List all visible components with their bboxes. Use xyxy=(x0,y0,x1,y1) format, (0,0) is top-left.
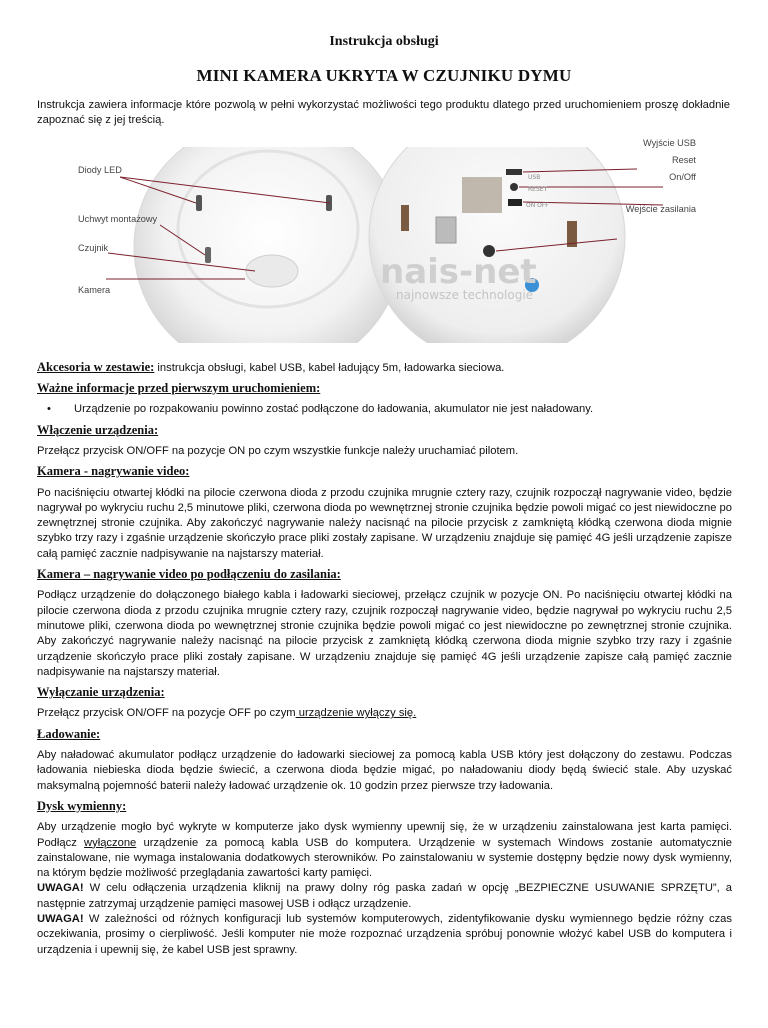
warning-label: UWAGA! xyxy=(37,913,84,926)
important-heading: Ważne informacje przed pierwszym uruchomieniem: xyxy=(37,381,321,396)
warning-label: UWAGA! xyxy=(37,882,84,895)
mounting-clip xyxy=(205,247,211,263)
video-power-text: Podłącz urządzenie do dołączonego białego kabla i ładowarki sieciowej, przełącz czujnik w pozycje ON. Po naciśnięciu otwartej kłódki na pilocie czerwona dioda z przodu czujnika mrugnie cztery razy, czujnik rozpoczął nagrywanie video, będzie nagrywał po wykryciu ruchu 2,5 minutowe pliki, czerwona dioda po wewnętrznej stronie czujnika będzie powoli migać co jest niewidoczne po zewnętrznej stronie czujnika. Aby zakończyć nagrywanie należy nacisnąć na pilocie przycisk z zamkniętą kłódką czerwona dioda mignie szybko trzy razy i zgaśnie urządzenie skończyło prace pliki zostały zapisane. W urządzeniu znajduje się pamięć 4G jeśli urządzenie zapisze całą pamięć zacznie nadpisywanie na najstarszy materiał. xyxy=(37,589,732,678)
marking-onoff: ON OFF xyxy=(526,201,549,209)
removable-heading: Dysk wymienny: xyxy=(37,798,127,813)
document-body xyxy=(37,360,732,958)
label-led: Diody LED xyxy=(78,164,122,175)
watermark: nais-net xyxy=(380,251,537,292)
section-power-on xyxy=(37,423,732,460)
bullet-dot: • xyxy=(47,403,51,416)
detector-front xyxy=(134,147,402,343)
section-video xyxy=(37,464,732,562)
label-onoff: On/Off xyxy=(669,171,696,182)
document-page xyxy=(0,34,768,1028)
reset-button xyxy=(510,183,518,191)
label-camera: Kamera xyxy=(78,284,111,295)
document-title: MINI KAMERA UKRYTA W CZUJNIKU DYMU xyxy=(196,66,572,85)
accessories-text: instrukcja obsługi, kabel USB, kabel ładujący 5m, ładowarka sieciowa. xyxy=(154,361,505,374)
power-on-heading: Włączenie urządzenia: xyxy=(37,422,159,437)
label-power-input: Wejście zasilania xyxy=(625,203,696,214)
removable-text: Aby urządzenie mogło być wykryte w komputerze jako dysk wymienny upewnij się, że w urządzeniu zainstalowana jest karta pamięci. Podłącz wyłączone urządzenie za pomocą kabla USB do komputera. Urządzenie w systemach Windows zostanie automatycznie zainstalowane, nie wymaga instalowania dodatkowych sterowników. Po zainstalowaniu w systemie dostępny będzie nowy dysk wymienny, na którym będzie możliwość przeglądania zawartości karty pamięci. UWAGA! W celu odłączenia urządzenia kliknij na prawy dolny róg paska zadań w opcję „BEZPIECZNE USUWANIE SPRZĘTU”, a następnie zatrzymaj urządzenie pamięci masowej USB i odłącz urządzenie. UWAGA! W zależności od różnych konfiguracji lub systemów komputerowych, zidentyfikowanie dysku wymiennego będzie różny czas oczekiwania, prosimy o cierpliwość. Jeśli komputer nie może rozpoznać urządzenia spróbuj ponownie włożyć kabel USB do komputera i urządzenia i upewnij się, że kabel USB jest sprawny. xyxy=(37,821,732,956)
section-important xyxy=(37,381,732,418)
power-off-heading: Wyłączanie urządzenia: xyxy=(37,685,165,700)
detector-back xyxy=(369,147,625,343)
power-on-text: Przełącz przycisk ON/OFF na pozycje ON po czym wszystkie funkcje należy uruchamiać pilotem. xyxy=(37,445,519,457)
video-text: Po naciśnięciu otwartej kłódki na pilocie czerwona dioda z przodu czujnika mrugnie cztery razy, czujnik rozpoczął nagrywanie video, będzie nagrywał po wykryciu ruchu 2,5 minutowe pliki, czerwona dioda po wewnętrznej stronie czujnika będzie powoli migać co jest niewidoczne po zewnętrznej stronie czujnika. Aby zakończyć nagrywanie należy nacisnąć na pilocie przycisk z zamkniętą kłódką czerwona dioda mignie szybko trzy razy i zgaśnie urządzenie skończyło prace pliki zostały zapisane. W urządzeniu znajduje się pamięć 4G jeśli urządzenie zapisze całą pamięć zacznie nadpisywanie na najstarszy materiał. xyxy=(37,486,732,560)
charging-text: Aby naładować akumulator podłącz urządzenie do ładowarki sieciowej za pomocą kabla USB który jest dołączony do zestawu. Podczas ładowania niebieska dioda będzie świecić, a czerwona dioda będzie migać, po naładowaniu diody będą świecić stale. Aby uzyskać maksymalną pojemność baterii należy ładować urządzenie ok. 10 godzin przez pierwsze trzy ładowania. xyxy=(37,749,732,792)
charging-heading: Ładowanie: xyxy=(37,726,101,741)
product-figure xyxy=(0,137,768,343)
label-usb: Wyjście USB xyxy=(642,137,696,148)
battery-window xyxy=(462,177,502,213)
onoff-switch xyxy=(508,199,522,206)
label-mount: Uchwyt montażowy xyxy=(78,213,158,224)
led-diode xyxy=(196,195,202,211)
label-reset: Reset xyxy=(671,154,696,165)
section-accessories xyxy=(37,360,732,376)
document-subtitle: Instrukcja obsługi xyxy=(329,34,439,49)
section-charging xyxy=(37,727,732,794)
marking-reset: RESET xyxy=(528,185,548,193)
watermark-sub: najnowsze technologie xyxy=(396,287,534,302)
section-removable xyxy=(37,799,732,958)
intro-paragraph: Instrukcja zawiera informacje które pozwolą w pełni wykorzystać możliwości tego produktu dlatego przed uruchomieniem proszę dokładnie zapoznać się z jej treścią. xyxy=(37,99,730,127)
power-off-text: Przełącz przycisk ON/OFF na pozycje OFF po czym urządzenie wyłączy się. xyxy=(37,707,417,720)
video-heading: Kamera - nagrywanie video: xyxy=(37,464,190,479)
section-power-off xyxy=(37,685,732,722)
important-bullet: Urządzenie po rozpakowaniu powinno zostać podłączone do ładowania, akumulator nie jest naładowany. xyxy=(74,403,594,416)
video-power-heading: Kamera – nagrywanie video po podłączeniu do zasilania: xyxy=(37,567,341,582)
marking-usb: USB xyxy=(528,173,541,181)
accessories-heading: Akcesoria w zestawie: xyxy=(37,359,155,374)
section-video-power xyxy=(37,567,732,680)
usb-port xyxy=(506,169,522,175)
label-sensor: Czujnik xyxy=(78,242,109,253)
